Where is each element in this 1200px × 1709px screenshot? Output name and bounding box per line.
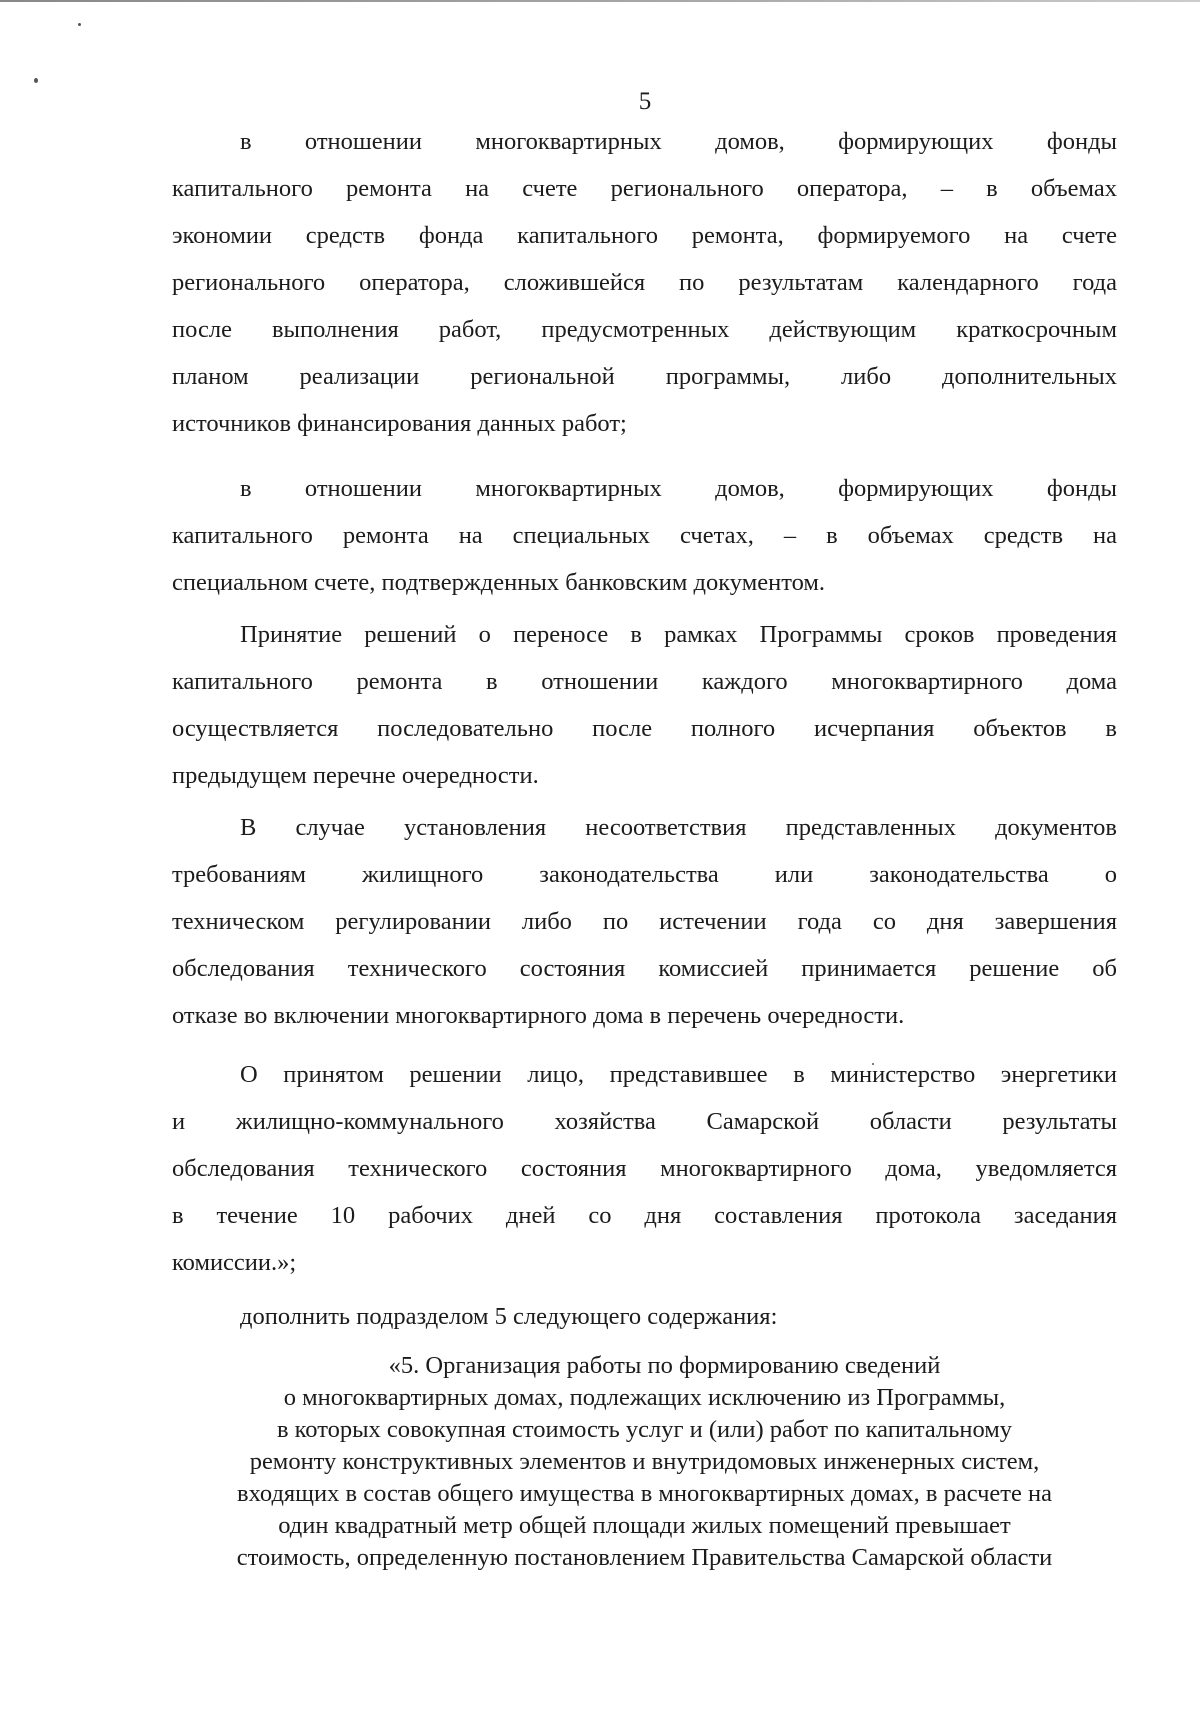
text-line: и жилищно-коммунального хозяйства Самарской области результаты: [172, 1108, 1117, 1135]
text-line: отказе во включении многоквартирного дома в перечень очередности.: [172, 1002, 905, 1029]
text-line: предыдущем перечне очередности.: [172, 762, 539, 789]
paragraph: [172, 465, 1117, 606]
text-line: комиссии.»;: [172, 1249, 297, 1276]
text-line: регионального оператора, сложившейся по результатам календарного года: [172, 269, 1117, 296]
text-line: капитального ремонта на специальных счетах, – в объемах средств на: [172, 522, 1117, 549]
scan-edge-line: [0, 0, 1200, 2]
text-line: обследования технического состояния многоквартирного дома, уведомляется: [172, 1155, 1117, 1182]
heading-line: в которых совокупная стоимость услуг и (или) работ по капитальному: [276, 1416, 1013, 1443]
text-line: капитального ремонта в отношении каждого многоквартирного дома: [172, 668, 1117, 695]
text-line: в отношении многоквартирных домов, формирующих фонды: [240, 475, 1117, 502]
heading-line: один квадратный метр общей площади жилых помещений превышает: [278, 1512, 1011, 1539]
text-line: осуществляется последовательно после полного исчерпания объектов в: [172, 715, 1117, 742]
page-number: 5: [638, 88, 652, 115]
heading-line: «5. Организация работы по формированию сведений: [388, 1352, 941, 1379]
text-line: в отношении многоквартирных домов, формирующих фонды: [240, 128, 1117, 155]
heading-line: ремонту конструктивных элементов и внутридомовых инженерных систем,: [249, 1448, 1040, 1475]
text-line: капитального ремонта на счете регионального оператора, – в объемах: [172, 175, 1117, 202]
paragraph: [172, 611, 1117, 799]
text-line: источников финансирования данных работ;: [172, 410, 627, 437]
text-line: планом реализации региональной программы, либо дополнительных: [172, 363, 1117, 390]
text-line: техническом регулировании либо по истечении года со дня завершения: [172, 908, 1117, 935]
text-line: О принятом решении лицо, представившее в министерство энергетики: [240, 1061, 1117, 1088]
text-line: специальном счете, подтвержденных банковским документом.: [172, 569, 825, 596]
text-line: В случае установления несоответствия представленных документов: [240, 814, 1117, 841]
paragraph: [172, 118, 1117, 447]
text-line: Принятие решений о переносе в рамках Программы сроков проведения: [240, 621, 1117, 648]
text-line: после выполнения работ, предусмотренных действующим краткосрочным: [172, 316, 1117, 343]
paragraph: [172, 1293, 1117, 1340]
paragraph: [172, 1051, 1117, 1286]
heading-line: входящих в состав общего имущества в многоквартирных домах, в расчете на: [237, 1480, 1052, 1507]
heading-line: о многоквартирных домах, подлежащих исключению из Программы,: [283, 1384, 1006, 1411]
text-line: в течение 10 рабочих дней со дня составления протокола заседания: [172, 1202, 1117, 1229]
scan-speck: [78, 23, 81, 26]
heading-line: стоимость, определенную постановлением Правительства Самарской области: [236, 1544, 1053, 1571]
text-line: дополнить подразделом 5 следующего содержания:: [240, 1303, 778, 1330]
paragraph: [172, 804, 1117, 1039]
section-heading: [172, 1350, 1117, 1574]
text-line: требованиям жилищного законодательства или законодательства о: [172, 861, 1117, 888]
scan-speck: [34, 78, 38, 83]
text-line: экономии средств фонда капитального ремонта, формируемого на счете: [172, 222, 1117, 249]
text-line: обследования технического состояния комиссией принимается решение об: [172, 955, 1117, 982]
